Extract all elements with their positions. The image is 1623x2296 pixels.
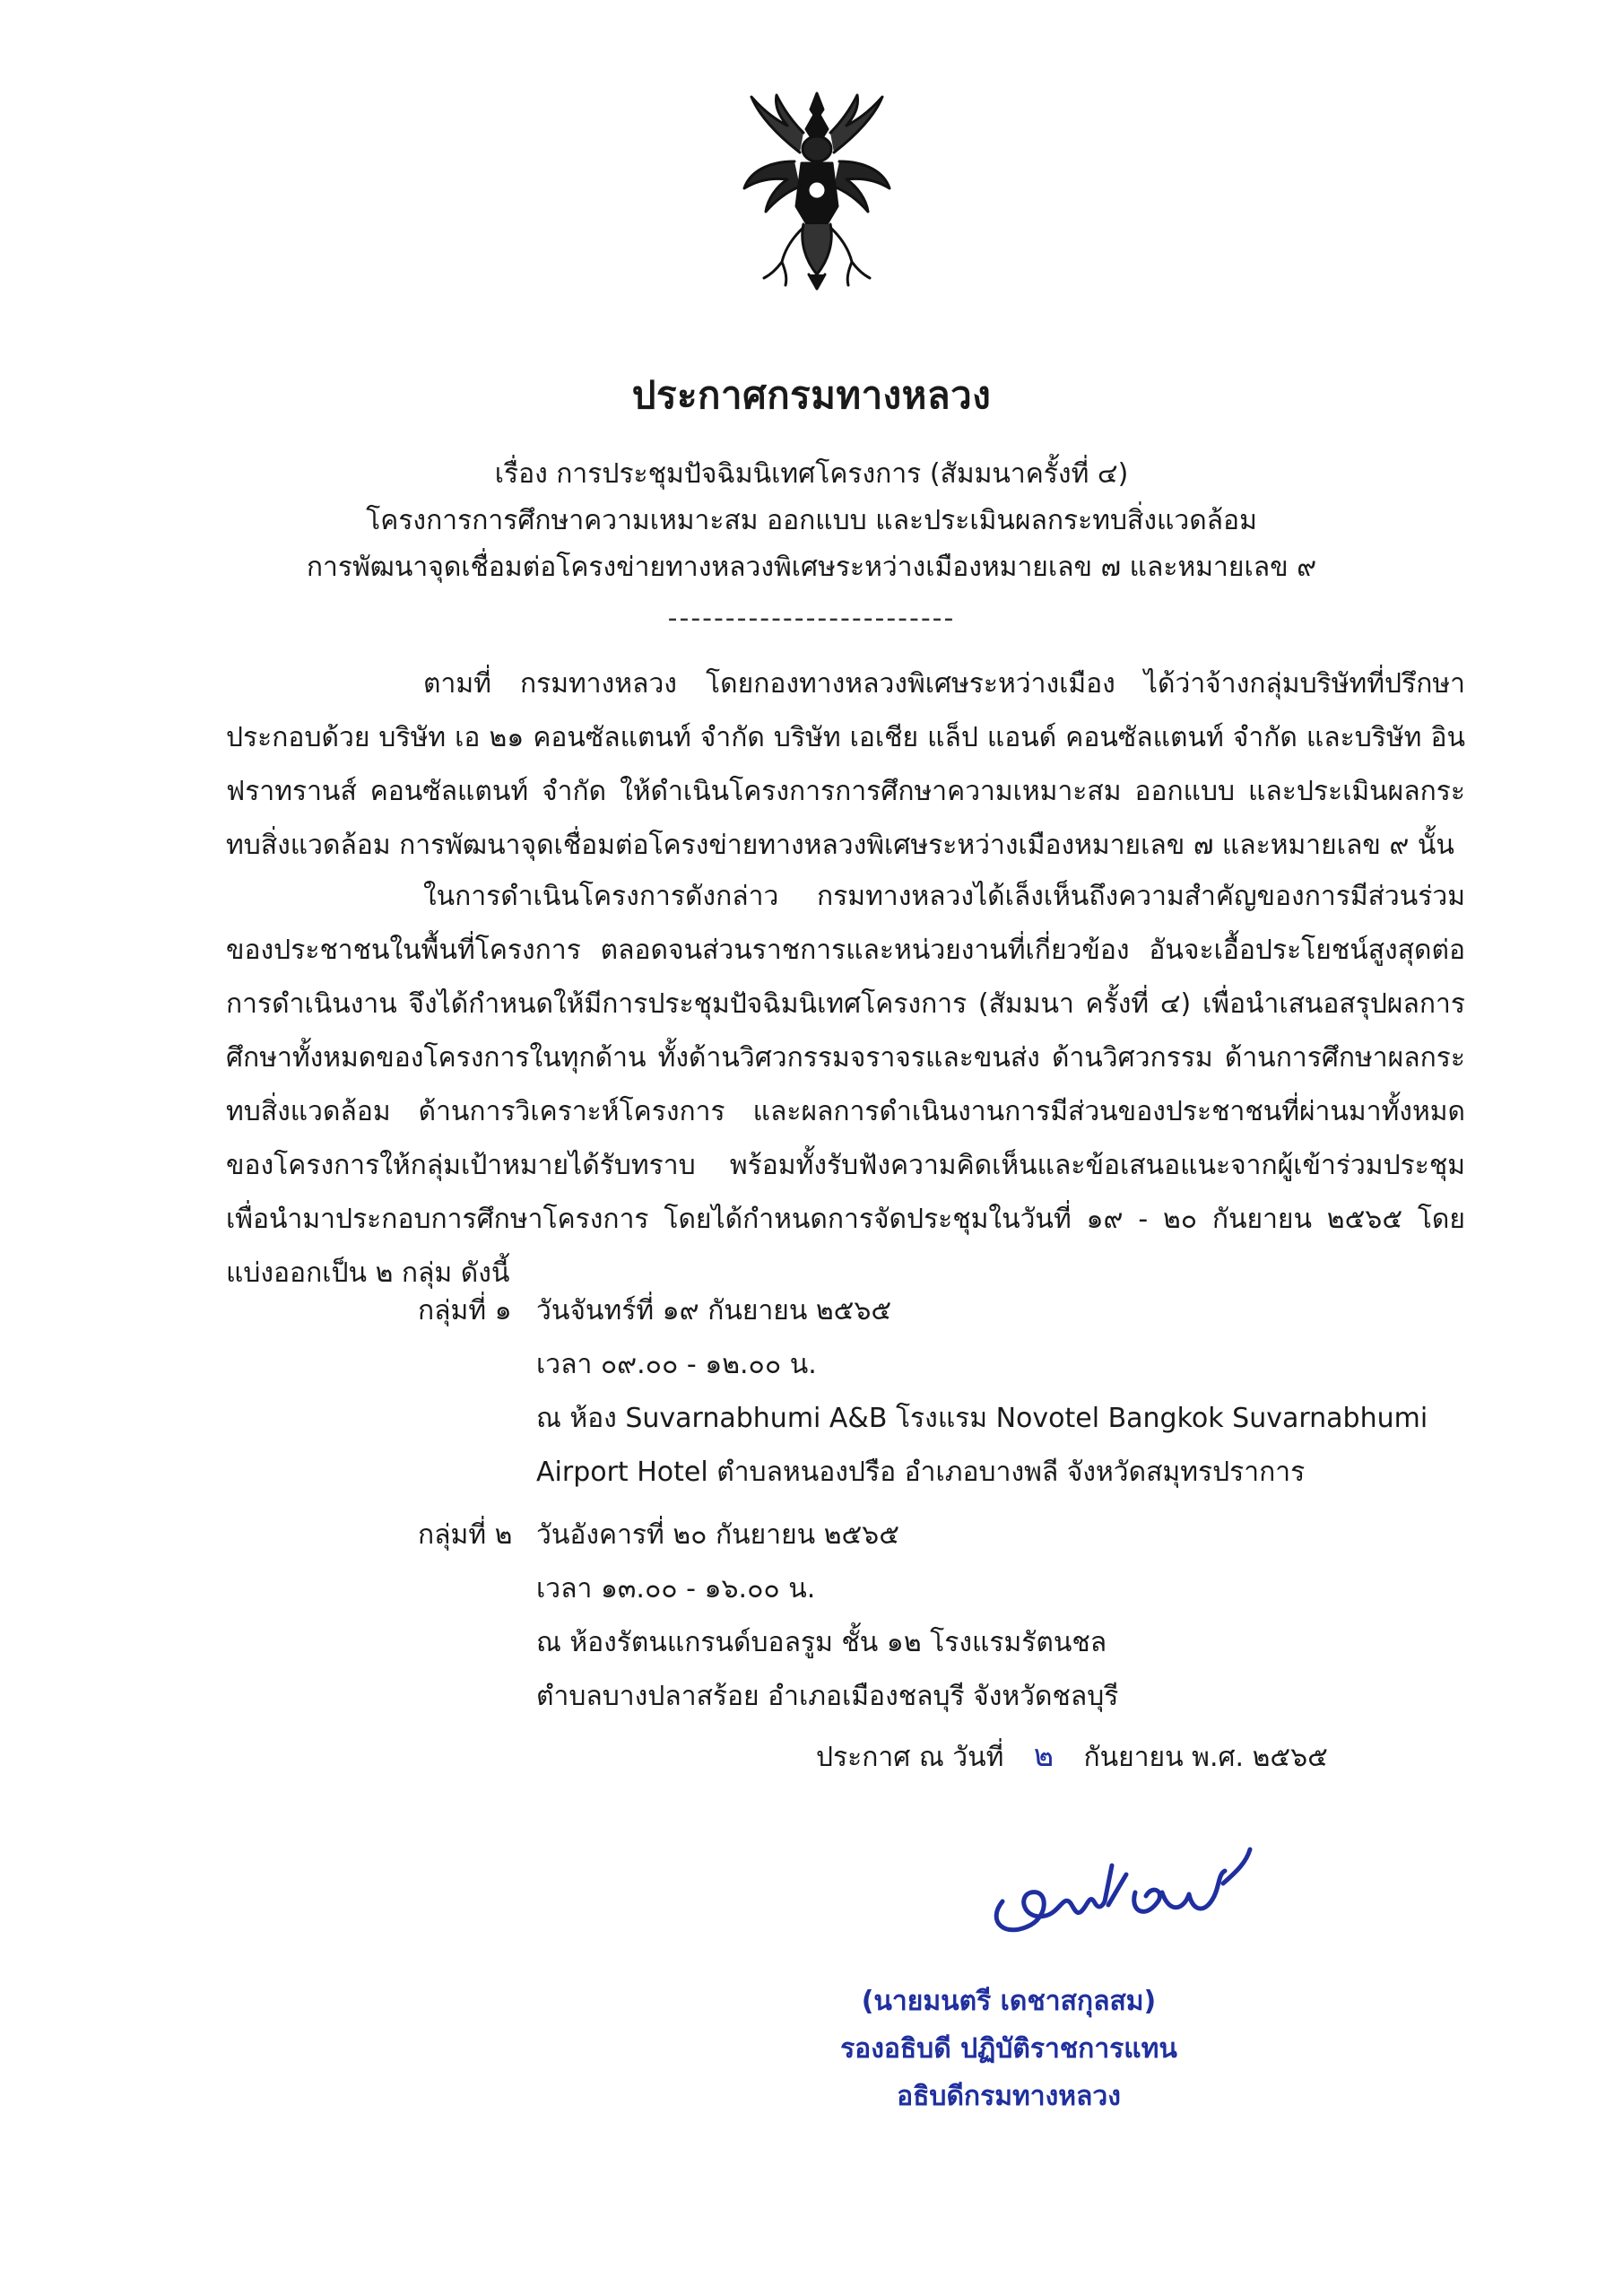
garuda-emblem (741, 90, 893, 291)
paragraph-text: ในการดำเนินโครงการดังกล่าว กรมทางหลวงได้เล็งเห็นถึงความสำคัญของการมีส่วนร่วมของประชาชนในพื้นที่โครงการ ตลอดจนส่วนราชการและหน่วยงานที่เกี่ยวข้อง อันจะเอื้อประโยชน์สูงสุดต่อการดำเนินงาน จึงได้กำหนดให้มีการประชุมปัจฉิมนิเทศโครงการ (สัมมนา ครั้งที่ ๔) เพื่อนำเสนอสรุปผลการศึกษาทั้งหมดของโครงการในทุกด้าน ทั้งด้านวิศวกรรมจราจรและขนส่ง ด้านวิศวกรรม ด้านการศึกษาผลกระทบสิ่งแวดล้อม ด้านการวิเคราะห์โครงการ และผลการดำเนินงานการมีส่วนของประชาชนที่ผ่านมาทั้งหมดของโครงการให้กลุ่มเป้าหมายได้รับทราบ พร้อมทั้งรับฟังความคิดเห็นและข้อเสนอแนะจากผู้เข้าร่วมประชุม เพื่อนำมาประกอบการศึกษาโครงการ โดยได้กำหนดการจัดประชุมในวันที่ ๑๙ - ๒๐ กันยายน ๒๕๖๕ โดยแบ่งออกเป็น ๒ กลุ่ม ดังนี้ (226, 881, 1465, 1289)
signer-name: (นายมนตรี เดชาสกุลสม) (861, 1986, 1157, 2017)
subject-block (0, 451, 1623, 591)
document-title: ประกาศกรมทางหลวง (631, 373, 992, 417)
paragraph-text: ตามที่ กรมทางหลวง โดยกองทางหลวงพิเศษระหว่างเมือง ได้ว่าจ้างกลุ่มบริษัทที่ปรึกษา ประกอบด้วย บริษัท เอ ๒๑ คอนซัลแตนท์ จำกัด บริษัท เอเชีย แล็ป แอนด์ คอนซัลแตนท์ จำกัด และบริษัท อินฟราทรานส์ คอนซัลแตนท์ จำกัด ให้ดำเนินโครงการการศึกษาความเหมาะสม ออกแบบ และประเมินผลกระทบสิ่งแวดล้อม การพัฒนาจุดเชื่อมต่อโครงข่ายทางหลวงพิเศษระหว่างเมืองหมายเลข ๗ และหมายเลข ๙ นั้น (226, 668, 1465, 861)
group-time: เวลา ๑๓.๐๐ - ๑๖.๐๐ น. (536, 1573, 816, 1605)
group-label: กลุ่มที่ ๒ (418, 1519, 513, 1551)
separator-line: ------------------------- (667, 603, 956, 634)
group-label: กลุ่มที่ ๑ (418, 1295, 512, 1326)
body-paragraph-2 (226, 870, 1465, 1300)
handwritten-signature (977, 1839, 1264, 1946)
signer-block (0, 1978, 1623, 2120)
group-venue: ณ ห้องรัตนแกรนด์บอลรูม ชั้น ๑๒ โรงแรมรัตนชล (536, 1627, 1107, 1658)
announce-suffix: กันยายน พ.ศ. ๒๕๖๕ (1083, 1742, 1328, 1773)
group-date: วันอังคารที่ ๒๐ กันยายน ๒๕๖๕ (536, 1519, 899, 1551)
subject-line: โครงการการศึกษาความเหมาะสม ออกแบบ และประเมินผลกระทบสิ่งแวดล้อม (366, 505, 1257, 536)
subject-line: เรื่อง การประชุมปัจฉิมนิเทศโครงการ (สัมมนาครั้งที่ ๔) (494, 458, 1129, 490)
meeting-group-2 (418, 1509, 1494, 1724)
body-paragraph-1 (226, 657, 1465, 873)
group-venue-location: Airport Hotel ตำบลหนองปรือ อำเภอบางพลี จังหวัดสมุทรปราการ (536, 1457, 1306, 1488)
announce-day: ๒ (1033, 1738, 1055, 1774)
group-venue: ณ ห้อง Suvarnabhumi A&B โรงแรม Novotel Bangkok Suvarnabhumi (536, 1403, 1428, 1434)
subject-line: การพัฒนาจุดเชื่อมต่อโครงข่ายทางหลวงพิเศษระหว่างเมืองหมายเลข ๗ และหมายเลข ๙ (306, 552, 1317, 583)
meeting-groups (418, 1284, 1494, 1724)
announce-prefix: ประกาศ ณ วันที่ (816, 1742, 1004, 1773)
signer-organization: อธิบดีกรมทางหลวง (897, 2081, 1121, 2112)
meeting-group-1 (418, 1284, 1494, 1500)
group-time: เวลา ๐๙.๐๐ - ๑๒.๐๐ น. (536, 1349, 817, 1380)
signer-position: รองอธิบดี ปฏิบัติราชการแทน (840, 2033, 1177, 2065)
group-date: วันจันทร์ที่ ๑๙ กันยายน ๒๕๖๕ (536, 1295, 892, 1326)
group-venue-location: ตำบลบางปลาสร้อย อำเภอเมืองชลบุรี จังหวัดชลบุรี (536, 1681, 1119, 1712)
announcement-date (816, 1729, 1328, 1785)
